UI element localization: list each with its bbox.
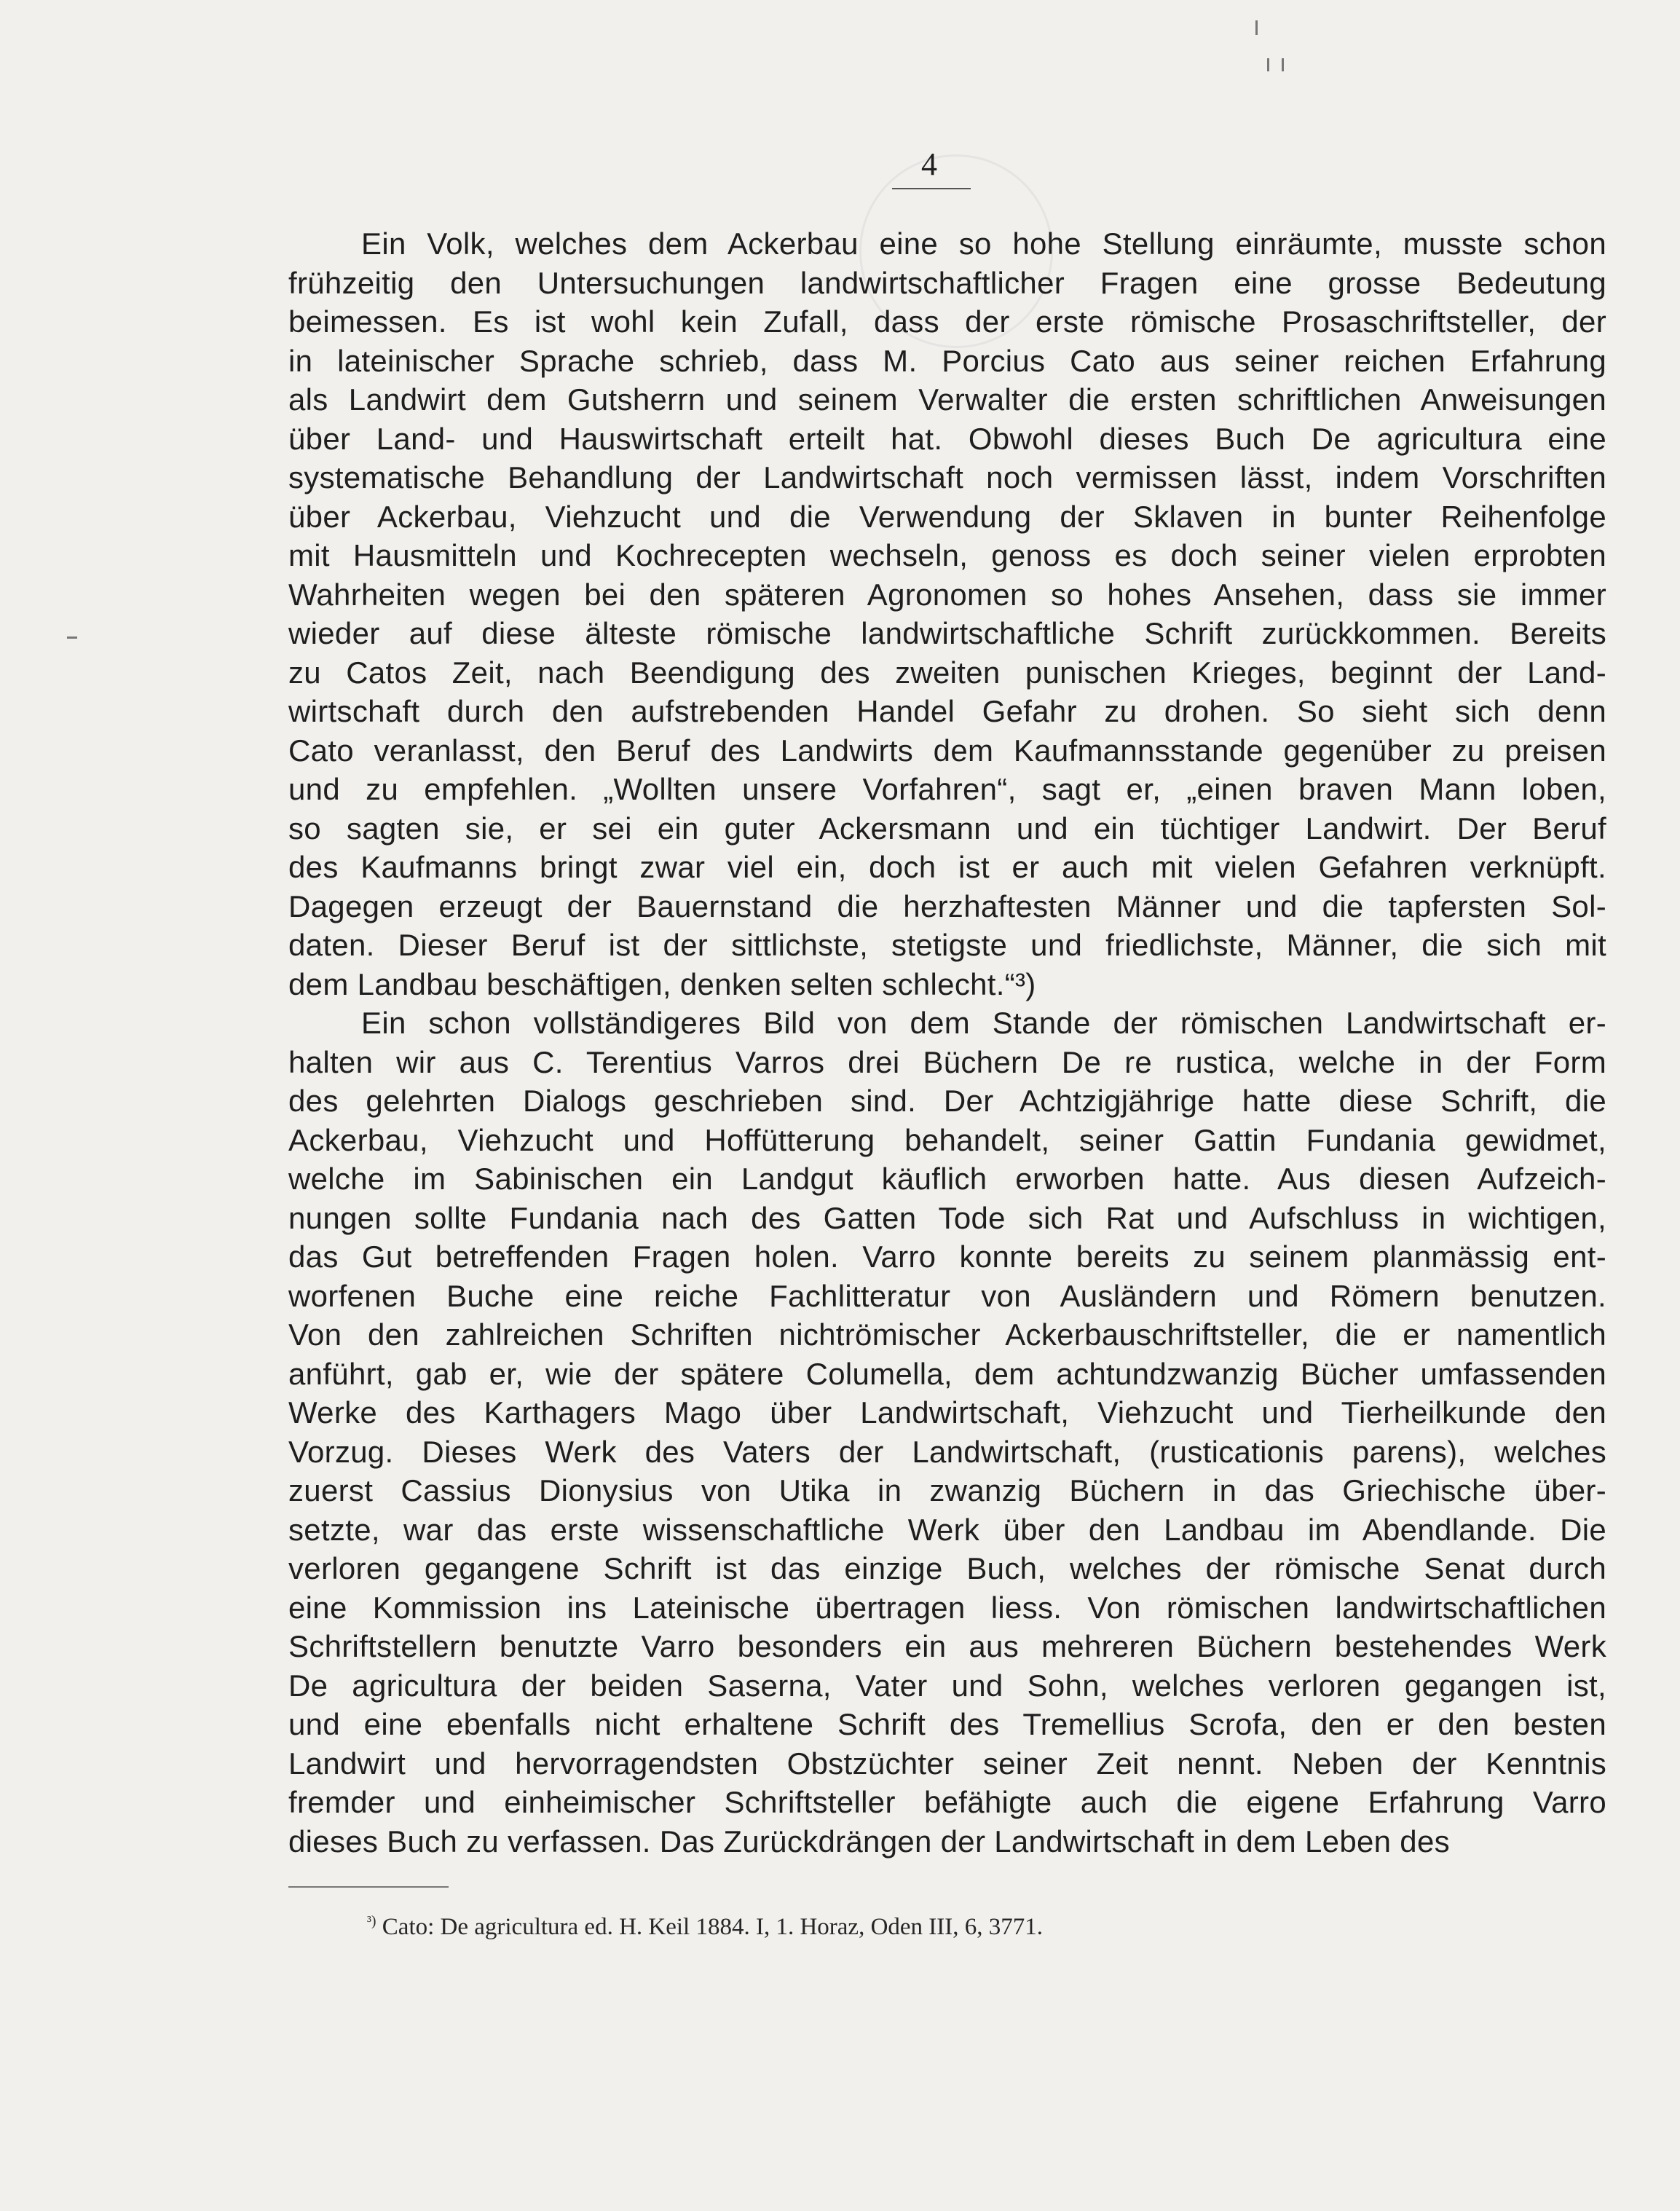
text-line: frühzeitig den Untersuchungen landwirtschaftlicher Fragen eine grosse Bedeutung [288,265,1606,300]
footnote [367,1914,1043,1941]
page-number: 4 [921,146,937,182]
text-line: setzte, war das erste wissenschaftliche Werk über den Landbau im Abendlande. Die [288,1512,1606,1547]
text-line: über Ackerbau, Viehzucht und die Verwendung der Sklaven in bunter Reihenfolge [288,499,1606,534]
text-line: als Landwirt dem Gutsherrn und seinem Verwalter die ersten schriftlichen Anweisungen [288,382,1606,417]
text-line: in lateinischer Sprache schrieb, dass M. Porcius Cato aus seiner reichen Erfahrung [288,343,1606,378]
footnote-rule [288,1886,449,1888]
text-line: Vorzug. Dieses Werk des Vaters der Landwirtschaft, (rusticationis parens), welches [288,1434,1606,1469]
margin-mark [1267,58,1269,71]
text-line: wirtschaft durch den aufstrebenden Handel Gefahr zu drohen. So sieht sich denn [288,694,1606,728]
text-line: mit Hausmitteln und Kochrecepten wechseln, genoss es doch seiner vielen erprobten [288,538,1606,572]
paragraph [288,224,1606,1004]
text-line: Ein Volk, welches dem Ackerbau eine so hohe Stellung einräumte, musste schon [361,226,1606,261]
footnote-text: Cato: De agricultura ed. H. Keil 1884. I, 1. Horaz, Oden III, 6, 3771. [382,1914,1044,1940]
text-line: Ein schon vollständigeres Bild von dem Stande der römischen Landwirtschaft er- [361,1006,1606,1040]
text-line: zu Catos Zeit, nach Beendigung des zweiten punischen Krieges, beginnt der Land- [288,655,1606,690]
text-line: zuerst Cassius Dionysius von Utika in zwanzig Büchern in das Griechische über- [288,1473,1606,1508]
text-line: dem Landbau beschäftigen, denken selten schlecht.“³) [288,966,1036,1001]
margin-mark [1255,20,1258,35]
text-line: nungen sollte Fundania nach des Gatten Tode sich Rat und Aufschluss in wichtigen, [288,1200,1606,1235]
text-line: dieses Buch zu verfassen. Das Zurückdrängen der Landwirtschaft in dem Leben des [288,1824,1450,1859]
text-line: eine Kommission ins Lateinische übertragen liess. Von römischen landwirtschaftlichen [288,1590,1606,1625]
text-line: Cato veranlasst, den Beruf des Landwirts dem Kaufmannsstande gegenüber zu preisen [288,733,1606,768]
text-line: De agricultura der beiden Saserna, Vater und Sohn, welches verloren gegangen ist, [288,1668,1606,1703]
text-line: daten. Dieser Beruf ist der sittlichste, stetigste und friedlichste, Männer, die sich mit [288,928,1606,962]
text-line: und zu empfehlen. „Wollten unsere Vorfahren“, sagt er, „einen braven Mann loben, [288,772,1606,806]
text-line: systematische Behandlung der Landwirtschaft noch vermissen lässt, indem Vorschriften [288,460,1606,494]
text-line: des Kaufmanns bringt zwar viel ein, doch ist er auch mit vielen Gefahren verknüpft. [288,850,1606,884]
text-line: über Land- und Hauswirtschaft erteilt hat. Obwohl dieses Buch De agricultura eine [288,421,1606,456]
text-line: beimessen. Es ist wohl kein Zufall, dass der erste römische Prosaschriftsteller, der [288,304,1606,339]
text-line: des gelehrten Dialogs geschrieben sind. Der Achtzigjährige hatte diese Schrift, die [288,1084,1606,1118]
text-line: Von den zahlreichen Schriften nichtrömischer Ackerbauschriftsteller, die er namentlich [288,1317,1606,1352]
margin-mark [67,636,77,639]
text-line: anführt, gab er, wie der spätere Columella, dem achtundzwanzig Bücher umfassenden [288,1356,1606,1391]
text-line: wieder auf diese älteste römische landwirtschaftliche Schrift zurückkommen. Bereits [288,616,1606,650]
text-line: Schriftstellern benutzte Varro besonders ein aus mehreren Büchern bestehendes Werk [288,1629,1606,1663]
paragraph [288,1004,1606,1861]
text-line: Ackerbau, Viehzucht und Hoffütterung behandelt, seiner Gattin Fundania gewidmet, [288,1122,1606,1157]
text-line: Wahrheiten wegen bei den späteren Agronomen so hohes Ansehen, dass sie immer [288,577,1606,612]
text-line: halten wir aus C. Terentius Varros drei Büchern De re rustica, welche in der Form [288,1044,1606,1079]
text-line: so sagten sie, er sei ein guter Ackersmann und ein tüchtiger Landwirt. Der Beruf [288,811,1606,846]
text-line: und eine ebenfalls nicht erhaltene Schrift des Tremellius Scrofa, den er den besten [288,1707,1606,1741]
body-text [288,224,1606,1861]
margin-mark [1282,58,1284,71]
footnote-marker: ³) [367,1913,376,1929]
page-number-rule [892,188,971,189]
text-line: worfenen Buche eine reiche Fachlitteratur von Ausländern und Römern benutzen. [288,1278,1606,1313]
text-line: fremder und einheimischer Schriftsteller befähigte auch die eigene Erfahrung Varro [288,1785,1606,1819]
text-line: Landwirt und hervorragendsten Obstzüchter seiner Zeit nennt. Neben der Kenntnis [288,1746,1606,1781]
text-line: das Gut betreffenden Fragen holen. Varro konnte bereits zu seinem planmässig ent- [288,1240,1606,1274]
text-line: Dagegen erzeugt der Bauernstand die herzhaftesten Männer und die tapfersten Sol- [288,888,1606,923]
text-line: verloren gegangene Schrift ist das einzige Buch, welches der römische Senat durch [288,1551,1606,1585]
text-line: Werke des Karthagers Mago über Landwirtschaft, Viehzucht und Tierheilkunde den [288,1395,1606,1430]
text-line: welche im Sabinischen ein Landgut käuflich erworben hatte. Aus diesen Aufzeich- [288,1162,1606,1196]
